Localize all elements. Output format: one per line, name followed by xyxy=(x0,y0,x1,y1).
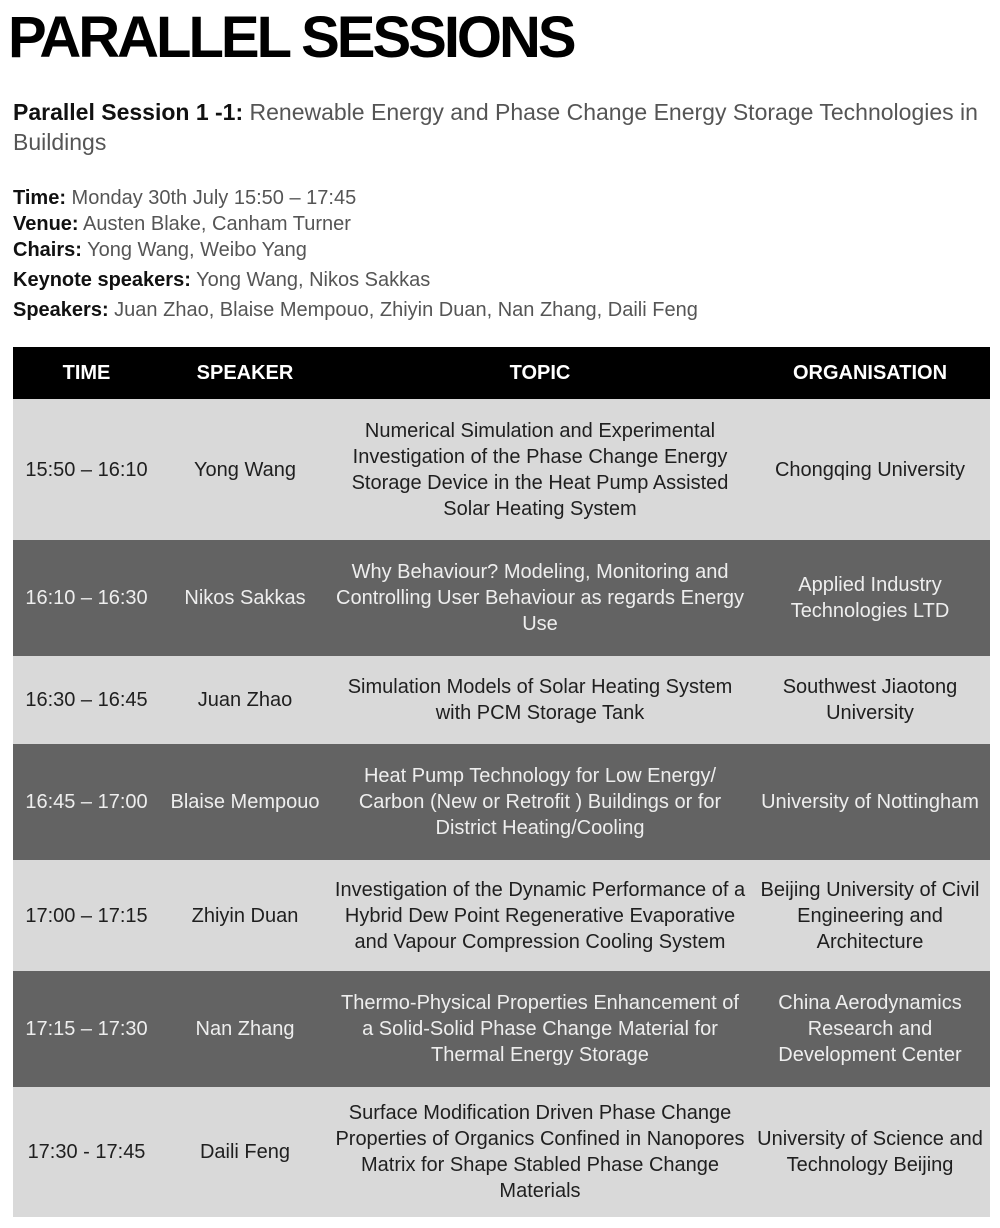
header-topic: TOPIC xyxy=(330,347,750,399)
session-title: Renewable Energy and Phase Change Energy Storage Technologies in Buildings xyxy=(13,99,978,155)
time-value: Monday 30th July 15:50 – 17:45 xyxy=(65,187,357,209)
row-speaker: Zhiyin Duan xyxy=(160,860,330,971)
row-time: 16:45 – 17:00 xyxy=(13,744,160,860)
row-organisation: University of Science and Technology Beijing xyxy=(750,1087,990,1217)
row-topic: Investigation of the Dynamic Performance of a Hybrid Dew Point Regenerative Evaporative and Vapour Compression Cooling System xyxy=(330,860,750,971)
speakers-label: Speakers: xyxy=(13,299,109,321)
row-organisation: Chongqing University xyxy=(750,399,990,540)
chairs-label: Chairs: xyxy=(13,239,82,261)
row-topic: Numerical Simulation and Experimental Investigation of the Phase Change Energy Storage Device in the Heat Pump Assisted Solar Heating System xyxy=(330,399,750,540)
row-time: 17:00 – 17:15 xyxy=(13,860,160,971)
session-heading xyxy=(13,97,998,157)
row-topic: Why Behaviour? Modeling, Monitoring and Controlling User Behaviour as regards Energy Use xyxy=(330,540,750,656)
row-speaker: Daili Feng xyxy=(160,1087,330,1217)
row-time: 16:10 – 16:30 xyxy=(13,540,160,656)
row-organisation: Applied Industry Technologies LTD xyxy=(750,540,990,656)
schedule-table xyxy=(13,347,990,1217)
session-label: Parallel Session 1 -1: xyxy=(13,99,244,125)
row-topic: Thermo-Physical Properties Enhancement of a Solid-Solid Phase Change Material for Thermal Energy Storage xyxy=(330,971,750,1087)
row-organisation: Beijing University of Civil Engineering and Architecture xyxy=(750,860,990,971)
table-row xyxy=(13,540,990,656)
row-time: 16:30 – 16:45 xyxy=(13,656,160,744)
table-row xyxy=(13,656,990,744)
row-topic: Surface Modification Driven Phase Change Properties of Organics Confined in Nanopores Matrix for Shape Stabled Phase Change Materials xyxy=(330,1087,750,1217)
row-time: 17:15 – 17:30 xyxy=(13,971,160,1087)
chairs-value: Yong Wang, Weibo Yang xyxy=(81,239,307,261)
row-topic: Heat Pump Technology for Low Energy/ Carbon (New or Retrofit ) Buildings or for District Heating/Cooling xyxy=(330,744,750,860)
table-row xyxy=(13,971,990,1087)
speakers-value: Juan Zhao, Blaise Mempouo, Zhiyin Duan, Nan Zhang, Daili Feng xyxy=(108,299,698,321)
venue-value: Austen Blake, Canham Turner xyxy=(78,213,351,235)
table-row xyxy=(13,399,990,540)
row-speaker: Nikos Sakkas xyxy=(160,540,330,656)
row-speaker: Juan Zhao xyxy=(160,656,330,744)
row-time: 15:50 – 16:10 xyxy=(13,399,160,540)
row-topic: Simulation Models of Solar Heating System with PCM Storage Tank xyxy=(330,656,750,744)
venue-info xyxy=(13,211,351,237)
time-label: Time: xyxy=(13,187,66,209)
table-row xyxy=(13,1087,990,1217)
header-organisation: ORGANISATION xyxy=(750,347,990,399)
chairs-info xyxy=(13,237,307,263)
row-speaker: Yong Wang xyxy=(160,399,330,540)
header-time: TIME xyxy=(13,347,160,399)
table-row xyxy=(13,744,990,860)
page-title: PARALLEL SESSIONS xyxy=(8,5,574,70)
header-speaker: SPEAKER xyxy=(160,347,330,399)
keynote-info xyxy=(13,267,430,293)
row-organisation: University of Nottingham xyxy=(750,744,990,860)
venue-label: Venue: xyxy=(13,213,79,235)
time-info xyxy=(13,185,356,211)
row-time: 17:30 - 17:45 xyxy=(13,1087,160,1217)
keynote-label: Keynote speakers: xyxy=(13,269,191,291)
row-organisation: China Aerodynamics Research and Development Center xyxy=(750,971,990,1087)
row-speaker: Nan Zhang xyxy=(160,971,330,1087)
table-row xyxy=(13,860,990,971)
keynote-value: Yong Wang, Nikos Sakkas xyxy=(190,269,431,291)
speakers-info xyxy=(13,297,698,323)
row-organisation: Southwest Jiaotong University xyxy=(750,656,990,744)
row-speaker: Blaise Mempouo xyxy=(160,744,330,860)
table-header-row xyxy=(13,347,990,399)
